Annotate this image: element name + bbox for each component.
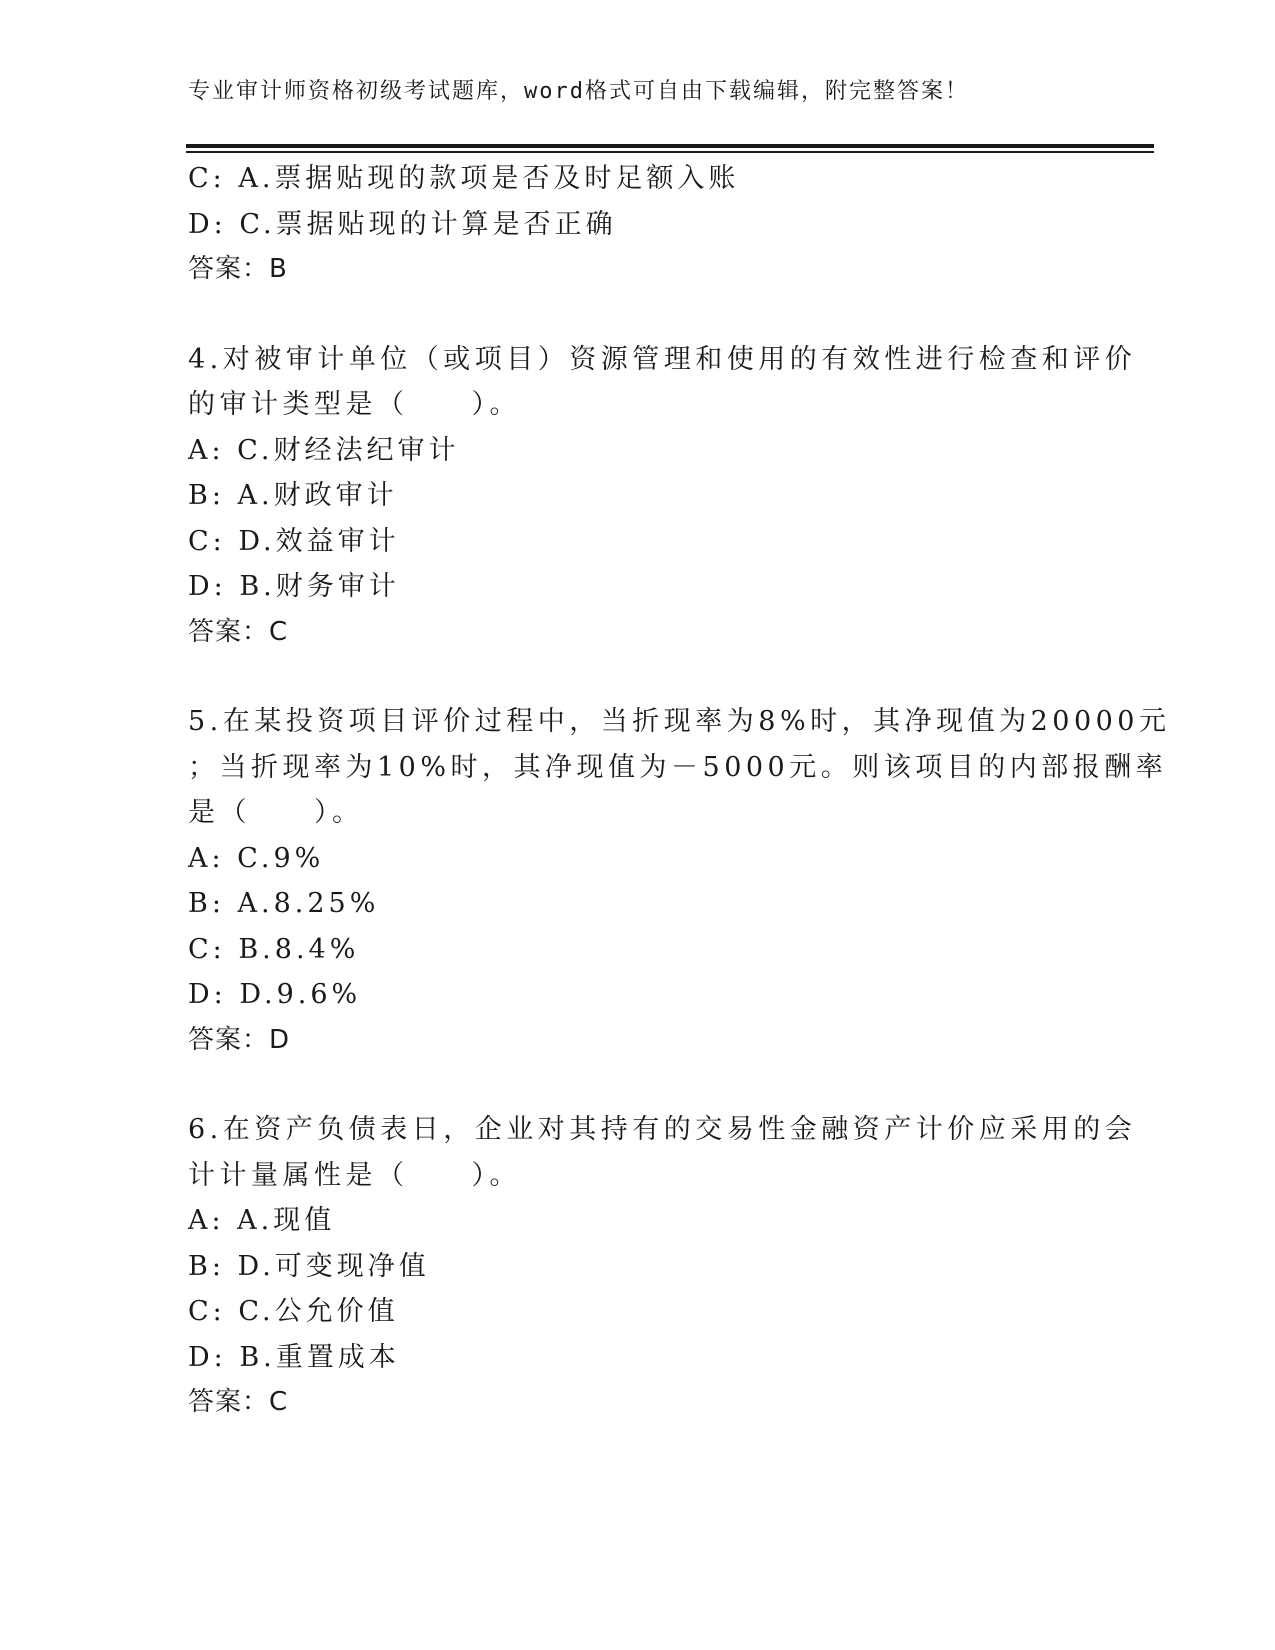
option-b: B: A.8.25% bbox=[188, 888, 380, 919]
spacer bbox=[188, 1063, 1078, 1107]
option-d: D: D.9.6% bbox=[188, 979, 362, 1010]
option-c: C: C.公允价值 bbox=[188, 1296, 399, 1327]
question-stem: ；当折现率为10%时，其净现值为－5000元。则该项目的内部报酬率 bbox=[188, 751, 1168, 783]
option-c: C: A.票据贴现的款项是否及时足额入账 bbox=[188, 163, 740, 194]
header-rule-thick bbox=[186, 144, 1154, 148]
answer-line: 答案：B bbox=[188, 254, 288, 284]
question-stem: 计计量属性是（ ）。 bbox=[188, 1159, 521, 1191]
question-stem: 5.在某投资项目评价过程中，当折现率为8%时，其净现值为20000元 bbox=[188, 706, 1171, 737]
spacer bbox=[188, 655, 1078, 699]
answer-line: 答案：C bbox=[188, 1387, 289, 1417]
option-a: A: C.9% bbox=[188, 842, 325, 874]
option-d: D: C.票据贴现的计算是否正确 bbox=[188, 208, 617, 240]
question-stem: 的审计类型是（ ）。 bbox=[188, 389, 521, 420]
question-stem: 4.对被审计单位（或项目）资源管理和使用的有效性进行检查和评价 bbox=[188, 343, 1137, 375]
question-list bbox=[188, 156, 1171, 1426]
question-stem: 是（ ）。 bbox=[188, 797, 364, 828]
option-b: B: D.可变现净值 bbox=[188, 1250, 430, 1282]
option-c: C: D.效益审计 bbox=[188, 525, 400, 557]
option-c: C: B.8.4% bbox=[188, 933, 360, 965]
answer-line: 答案：C bbox=[188, 616, 289, 647]
answer-line: 答案：D bbox=[188, 1024, 291, 1055]
option-a: A: A.现值 bbox=[188, 1205, 336, 1236]
option-d: D: B.财务审计 bbox=[188, 571, 400, 602]
question-4 bbox=[188, 337, 1137, 656]
question-5 bbox=[188, 699, 1171, 1063]
question-partial bbox=[188, 156, 1078, 293]
option-a: A: C.财经法纪审计 bbox=[188, 434, 460, 466]
question-stem: 6.在资产负债表日，企业对其持有的交易性金融资产计价应采用的会 bbox=[188, 1114, 1137, 1145]
spacer bbox=[188, 293, 1078, 337]
option-b: B: A.财政审计 bbox=[188, 480, 398, 511]
page-header: 专业审计师资格初级考试题库，word格式可自由下载编辑，附完整答案！ bbox=[188, 79, 969, 104]
header-rule-thin bbox=[186, 151, 1154, 153]
question-6 bbox=[188, 1107, 1137, 1426]
option-d: D: B.重置成本 bbox=[188, 1341, 400, 1373]
